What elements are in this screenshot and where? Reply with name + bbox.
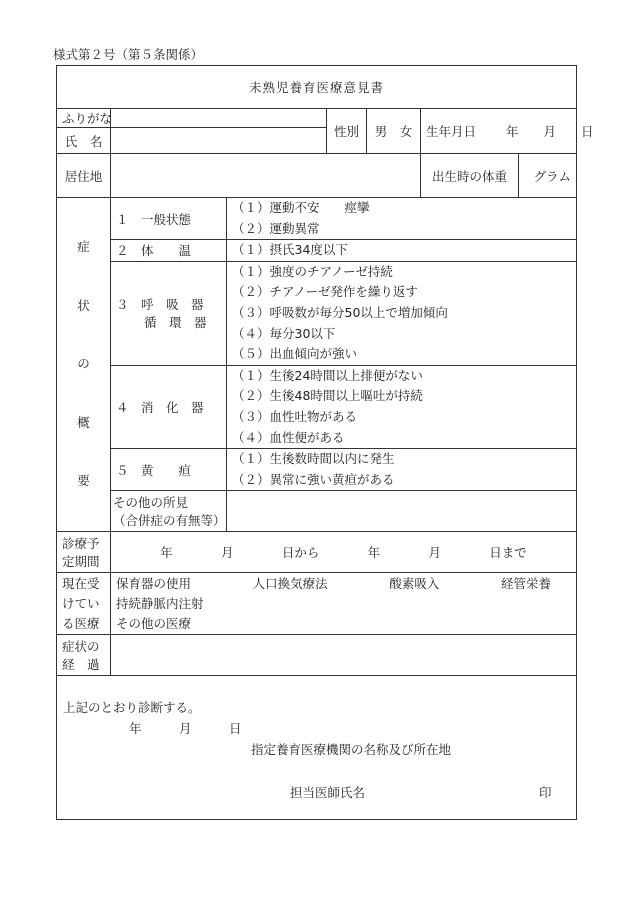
other-findings-field[interactable] xyxy=(227,491,577,532)
category-respiratory: ３ 呼 吸 器 循 環 器 xyxy=(111,261,227,365)
name-label: 氏 名 xyxy=(57,128,111,154)
category-temperature: ２ 体 温 xyxy=(111,240,227,262)
general-items[interactable]: （１）運動不安 痙攣 （２）運動異常 xyxy=(227,198,577,240)
symptoms-side-label: 症 状 の 概 要 xyxy=(57,198,111,532)
current-care-label: 現在受 けてい る医療 xyxy=(57,573,111,635)
period-label: 診療予 定期間 xyxy=(57,532,111,573)
category-jaundice: ５ 黄 疸 xyxy=(111,449,227,491)
name-field[interactable] xyxy=(111,128,327,154)
seal-mark: 印 xyxy=(539,785,552,801)
address-field[interactable] xyxy=(111,154,421,198)
current-care-field[interactable] xyxy=(111,573,577,635)
care-tube-feeding[interactable]: 経管栄養 xyxy=(500,575,551,591)
institution-label: 指定養育医療機関の名称及び所在地 xyxy=(251,742,452,758)
period-field[interactable]: 年 月 日から 年 月 日まで xyxy=(111,532,577,573)
progress-label: 症状の 経 過 xyxy=(57,635,111,676)
care-other[interactable]: その他の医療 xyxy=(116,615,192,631)
care-incubator[interactable]: 保育器の使用 xyxy=(116,575,192,591)
doctor-name-label: 担当医師氏名 xyxy=(290,785,366,801)
form-number-caption: 様式第２号（第５条関係） xyxy=(53,47,204,62)
progress-field[interactable] xyxy=(111,635,577,676)
furigana-field[interactable] xyxy=(111,109,327,128)
dob-cell xyxy=(421,109,594,154)
signature-section xyxy=(57,676,577,820)
category-general: １ 一般状態 xyxy=(111,198,227,240)
care-iv-injection[interactable]: 持続静脈内注射 xyxy=(116,595,204,611)
care-oxygen[interactable]: 酸素吸入 xyxy=(389,575,440,591)
care-ventilation[interactable]: 人口換気療法 xyxy=(252,575,328,591)
other-findings-label: その他の所見 （合併症の有無等） xyxy=(111,491,227,532)
medical-opinion-form xyxy=(56,65,594,820)
jaundice-items[interactable]: （１）生後数時間以内に発生 （２）異常に強い黄疸がある xyxy=(227,449,577,491)
form-title: 未熟児養育医療意見書 xyxy=(57,66,577,109)
birth-weight-unit[interactable]: グラム xyxy=(519,154,577,198)
sex-label: 性別 xyxy=(327,109,367,154)
temperature-items[interactable]: （１）摂氏34度以下 xyxy=(227,240,577,262)
respiratory-items[interactable]: （１）強度のチアノーゼ持続 （２）チアノーゼ発作を繰り返す （３）呼吸数が毎分50以上で増加傾向 （４）毎分30以下 （５）出血傾向が強い xyxy=(227,261,577,365)
diagnosis-date[interactable]: 年 月 日 xyxy=(129,721,242,737)
diagnosis-statement: 上記のとおり診断する。 xyxy=(63,700,201,716)
address-label: 居住地 xyxy=(57,154,111,198)
digestive-items[interactable]: （１）生後24時間以上排便がない （２）生後48時間以上嘔吐が持続 （３）血性吐物がある （４）血性便がある xyxy=(227,365,577,448)
furigana-label: ふりがな xyxy=(57,109,111,128)
birth-weight-label: 出生時の体重 xyxy=(421,154,519,198)
dob-value[interactable]: 年 月 日 xyxy=(505,124,594,139)
sex-options[interactable]: 男 女 xyxy=(367,109,421,154)
dob-label: 生年月日 xyxy=(426,124,477,139)
category-digestive: ４ 消 化 器 xyxy=(111,365,227,448)
